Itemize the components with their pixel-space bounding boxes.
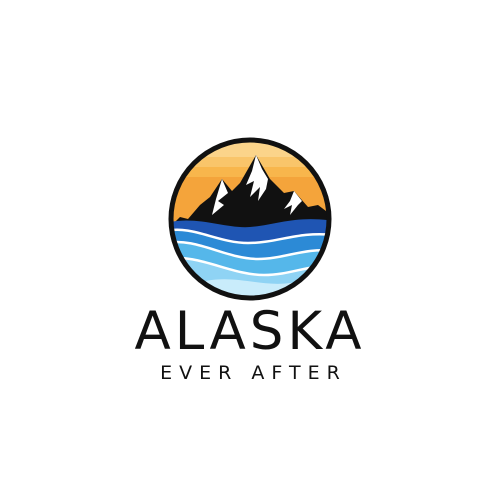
mountain-emblem-icon <box>166 135 334 303</box>
logo-tagline: EVER AFTER <box>160 362 347 384</box>
logo-title: ALASKA <box>134 301 366 362</box>
wordmark <box>0 301 500 384</box>
